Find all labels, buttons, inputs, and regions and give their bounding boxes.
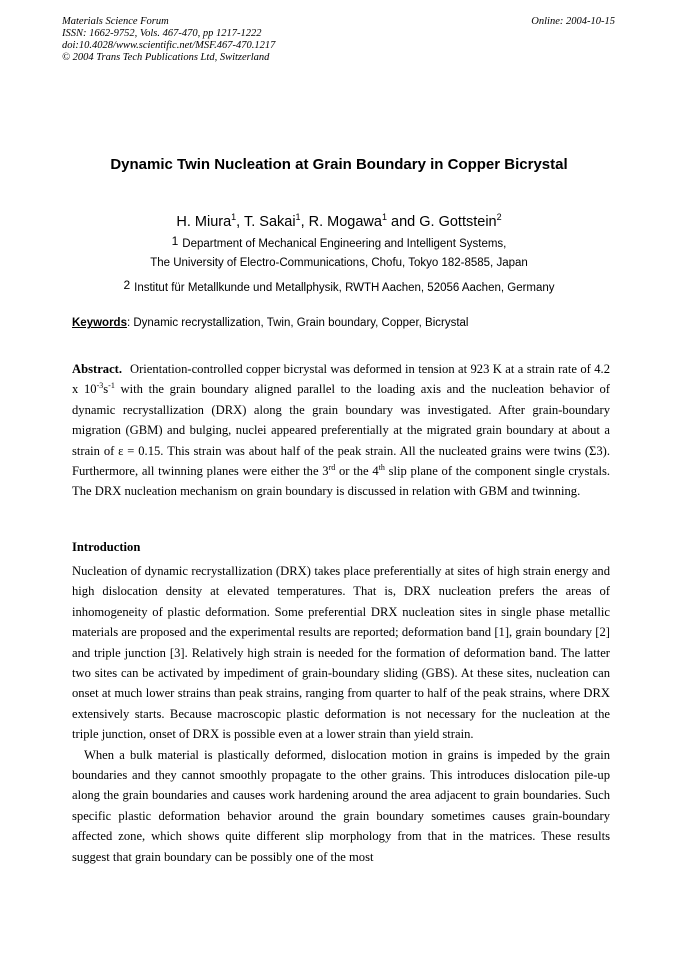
affil-mark-2: 2 — [123, 278, 131, 292]
author-affil-mark: 2 — [496, 212, 502, 222]
abstract-text: or the 4 — [335, 464, 379, 479]
ordinal-suffix: rd — [328, 462, 336, 472]
issn-line: ISSN: 1662-9752, Vols. 467-470, pp 1217-1222 — [62, 28, 262, 39]
affiliation-1-line-1 — [0, 236, 678, 250]
exponent: -3 — [96, 381, 104, 391]
abstract-text: Orientation-controlled copper bicrystal was deformed in tension at 923 K at a strain rate of 4.2 x 10 — [72, 362, 610, 397]
copyright-line: © 2004 Trans Tech Publications Ltd, Switzerland — [62, 52, 270, 63]
abstract-label: Abstract. — [72, 362, 123, 376]
exponent: -1 — [108, 381, 115, 391]
affil-text: Department of Mechanical Engineering and Intelligent Systems, — [182, 238, 507, 250]
affil-text: Institut für Metallkunde und Metallphysik, RWTH Aachen, 52056 Aachen, Germany — [134, 282, 555, 294]
author-name: H. Miura — [176, 213, 232, 230]
paragraph: When a bulk material is plastically deformed, dislocation motion in grains is impeded by the grain boundaries and they cannot smoothly propagate to the other grains. This introduces dislocation pile-up along the grain boundaries and causes work hardening around the area adjacent to grain boundaries. Such specific plastic deformation behavior around the grain boundary sometimes causes grain-boundary affected zone, which shows quite different slip morphology from that in the matrices. These results suggest that grain boundary can be possibly one of the most — [72, 747, 610, 864]
author-name: , R. Mogawa — [300, 213, 382, 230]
doi-line: doi:10.4028/www.scientific.net/MSF.467-470.1217 — [62, 40, 276, 51]
keywords-label: Keywords — [72, 317, 127, 329]
online-date: Online: 2004-10-15 — [531, 16, 615, 27]
author-affil-mark: 1 — [295, 212, 301, 222]
abstract-text: s — [103, 382, 109, 397]
author-name: and G. Gottstein — [386, 213, 497, 230]
affiliation-1-line-2: The University of Electro-Communications, Chofu, Tokyo 182-8585, Japan — [150, 257, 528, 269]
author-affil-mark: 1 — [381, 212, 387, 222]
journal-name: Materials Science Forum — [62, 16, 169, 27]
author-name: , T. Sakai — [236, 213, 296, 230]
affiliation-2 — [0, 280, 678, 294]
ordinal-suffix: th — [378, 462, 385, 472]
author-affil-mark: 1 — [231, 212, 237, 222]
abstract-text: slip plane of the component single crystals. The DRX nucleation mechanism on grain boundary is discussed in relation with GBM and twinning. — [72, 464, 611, 499]
keywords-text: : Dynamic recrystallization, Twin, Grain boundary, Copper, Bicrystal — [126, 317, 469, 329]
introduction-heading: Introduction — [72, 540, 141, 554]
introduction-body — [72, 561, 610, 867]
paper-title: Dynamic Twin Nucleation at Grain Boundary in Copper Bicrystal — [110, 156, 568, 173]
running-header — [62, 16, 615, 64]
author-list — [0, 212, 678, 230]
keywords — [72, 317, 612, 329]
abstract-text: with the grain boundary aligned parallel to the loading axis and the nucleation behavior of dynamic recrystallization (DRX) along the grain boundary was investigated. After grain-boundary migration (GBM) and bulging, nuclei appeared preferentially at the migrated grain boundary at about a strain of ε = 0.15. This strain was about half of the peak strain. All the nucleated grains were twins (Σ3). Furthermore, all twinning planes were either the 3 — [72, 382, 610, 479]
paragraph: Nucleation of dynamic recrystallization (DRX) takes place preferentially at sites of high strain energy and high dislocation density at elevated temperatures. That is, DRX nucleation prefers the areas of inhomogeneity of plastic deformation. Some preferential DRX nucleation sites in single phase metallic materials are proposed and the experimental results are reported; deformation band [1], grain boundary [2] and triple junction [3]. Relatively high strain is needed for the formation of deformation band. The latter two sites can be activated by impediment of grain-boundary sliding (GBS). At these sites, nucleation can onset at much lower strains than peak strains, ranging from quarter to half of the peak strains, where DRX extensively starts. Because macroscopic plastic deformation is not necessary for the nucleation at the triple junction, onset of DRX is possible even at a lower strain than yield strain. — [72, 564, 610, 742]
affil-mark-1: 1 — [171, 234, 179, 248]
abstract — [72, 359, 610, 502]
